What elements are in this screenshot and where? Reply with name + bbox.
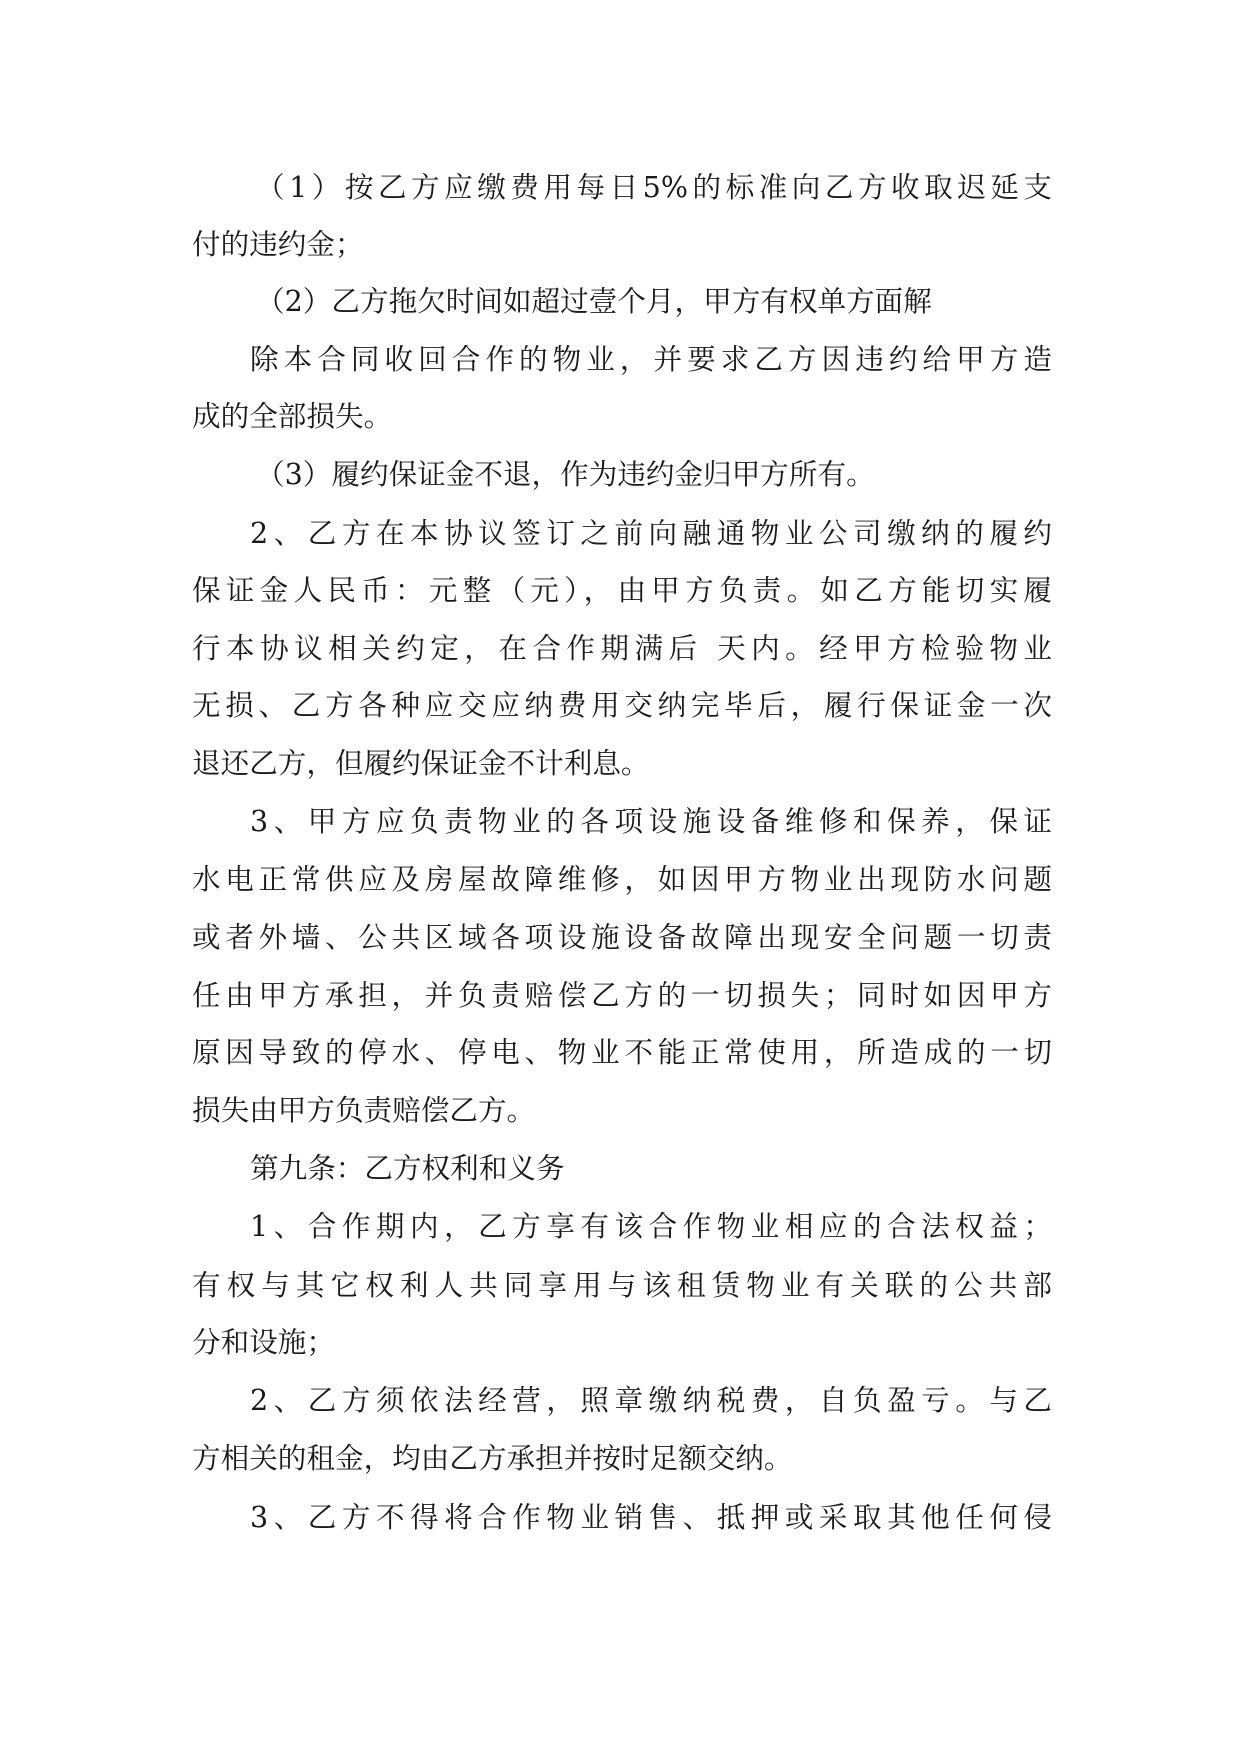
text-line: 2、乙方在本协议签订之前向融通物业公司缴纳的履约 bbox=[250, 516, 1052, 550]
text-line: 原因导致的停水、停电、物业不能正常使用，所造成的一切 bbox=[192, 1035, 1052, 1069]
text-line: 成的全部损失。 bbox=[192, 399, 393, 433]
text-line: 除本合同收回合作的物业，并要求乙方因违约给甲方造 bbox=[250, 342, 1052, 376]
text-line: 损失由甲方负责赔偿乙方。 bbox=[192, 1093, 536, 1127]
text-line: 任由甲方承担，并负责赔偿乙方的一切损失；同时如因甲方 bbox=[192, 978, 1052, 1012]
text-line: 3、甲方应负责物业的各项设施设备维修和保养，保证 bbox=[250, 804, 1052, 838]
text-line: 行本协议相关约定，在合作期满后 天内。经甲方检验物业 bbox=[192, 631, 1052, 665]
text-line: 2、乙方须依法经营，照章缴纳税费，自负盈亏。与乙 bbox=[250, 1383, 1052, 1417]
text-line: （2）乙方拖欠时间如超过壹个月，甲方有权单方面解 bbox=[256, 284, 932, 318]
text-line: 水电正常供应及房屋故障维修，如因甲方物业出现防水问题 bbox=[192, 862, 1052, 896]
text-line: 1、合作期内，乙方享有该合作物业相应的合法权益； bbox=[250, 1209, 1052, 1243]
section-heading: 第九条：乙方权利和义务 bbox=[250, 1151, 565, 1185]
text-line: 退还乙方，但履约保证金不计利息。 bbox=[192, 746, 650, 780]
text-line: 3、乙方不得将合作物业销售、抵押或采取其他任何侵 bbox=[250, 1500, 1052, 1534]
text-line: 分和设施； bbox=[192, 1325, 335, 1359]
text-line: （1）按乙方应缴费用每日5%的标准向乙方收取迟延支 bbox=[256, 170, 1052, 204]
text-line: 方相关的租金，均由乙方承担并按时足额交纳。 bbox=[192, 1441, 793, 1475]
text-line: 付的违约金； bbox=[192, 227, 364, 261]
text-line: 有权与其它权利人共同享用与该租赁物业有关联的公共部 bbox=[192, 1268, 1052, 1302]
text-line: 无损、乙方各种应交应纳费用交纳完毕后，履行保证金一次 bbox=[192, 688, 1052, 722]
text-line: 或者外墙、公共区域各项设施设备故障出现安全问题一切责 bbox=[192, 920, 1052, 954]
text-line: 保证金人民币：元整（元），由甲方负责。如乙方能切实履 bbox=[192, 573, 1052, 607]
text-line: （3）履约保证金不退，作为违约金归甲方所有。 bbox=[256, 457, 875, 491]
